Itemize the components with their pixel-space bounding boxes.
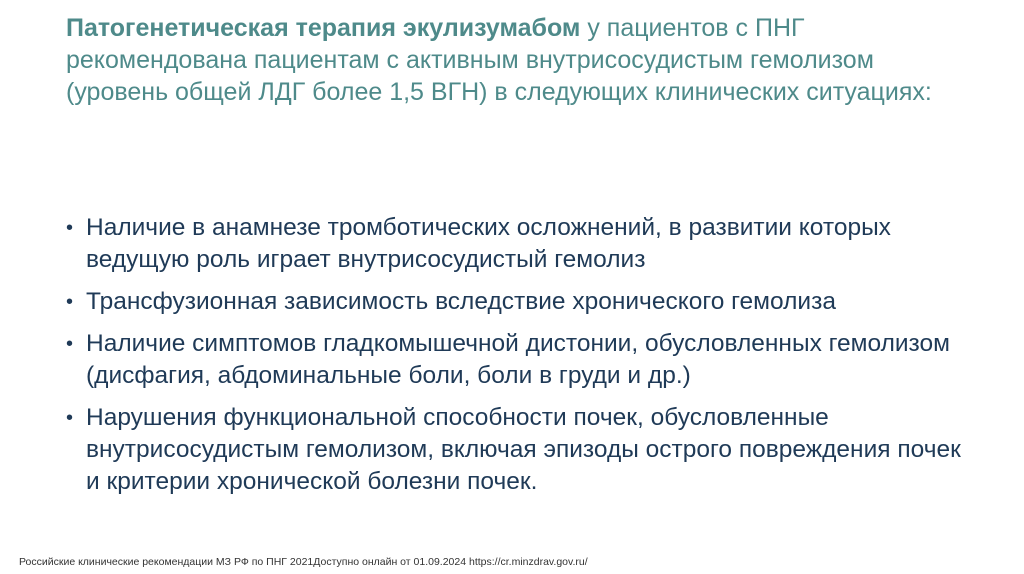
bullet-icon: • <box>66 217 74 239</box>
source-footnote: Российские клинические рекомендации МЗ РФ по ПНГ 2021Доступно онлайн от 01.09.2024 https://cr.minzdrav.gov.ru/ <box>19 556 588 568</box>
title-bold-part: Патогенетическая терапия экулизумабом <box>66 14 581 42</box>
list-item-text: Наличие симптомов гладкомышечной дистонии, обусловленных гемолизом (дисфагия, абдоминальные боли, боли в груди и др.) <box>86 330 950 389</box>
list-item <box>66 402 966 498</box>
bullet-icon: • <box>66 333 74 355</box>
list-item <box>66 212 966 276</box>
list-item <box>66 286 966 318</box>
list-item-text: Трансфузионная зависимость вследствие хронического гемолиза <box>86 288 836 315</box>
title-rest: у пациентов с ПНГ рекомендована пациентам с активным внутрисосудистым гемолизом (уровень общей ЛДГ более 1,5 ВГН) в следующих клинических ситуациях: <box>66 14 932 106</box>
slide-title <box>66 12 946 108</box>
bullet-icon: • <box>66 291 74 313</box>
list-item-text: Наличие в анамнезе тромботических осложнений, в развитии которых ведущую роль играет внутрисосудистый гемолиз <box>86 214 891 273</box>
bullet-list <box>66 212 966 508</box>
list-item <box>66 328 966 392</box>
list-item-text: Нарушения функциональной способности почек, обусловленные внутрисосудистым гемолизом, включая эпизоды острого повреждения почек и критерии хронической болезни почек. <box>86 404 961 495</box>
bullet-icon: • <box>66 407 74 429</box>
